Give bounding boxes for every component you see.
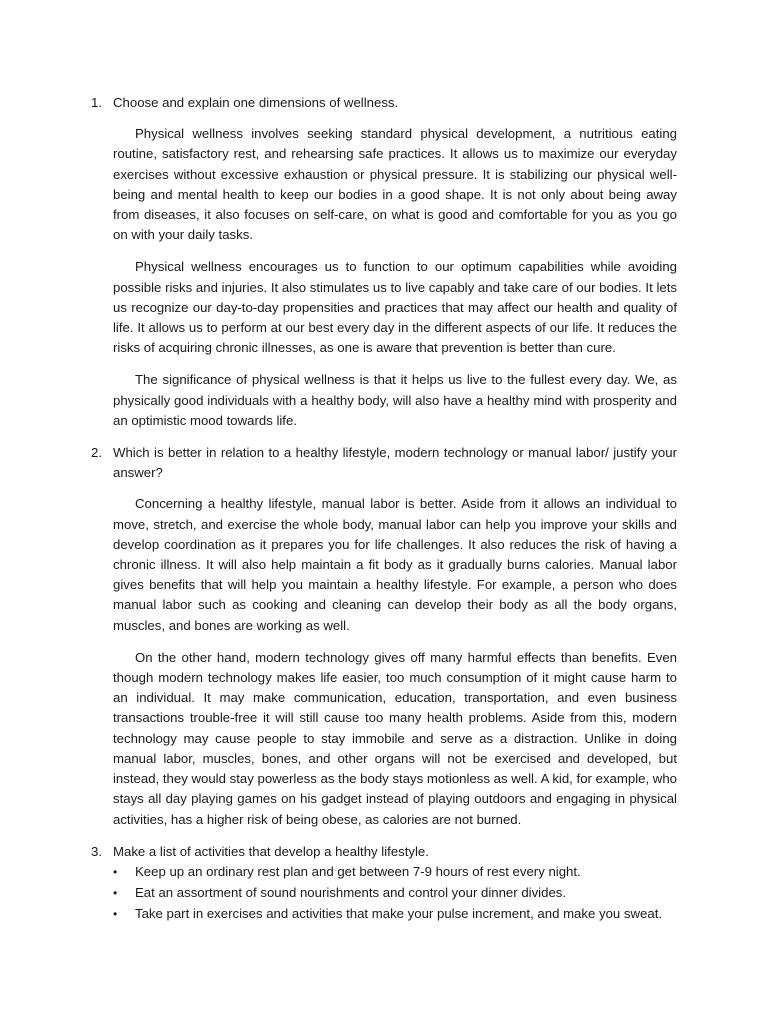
bullet-icon: • [113,907,118,922]
list-item [113,883,677,903]
question-number: 2. [91,445,102,461]
answer-paragraph: On the other hand, modern technology gives off many harmful effects than benefits. Even though modern technology makes life easier, too much consumption of it might cause harm to an individual. It may make communication, education, transportation, and even business transactions trouble-free it will still cause too many health problems. Aside from this, modern technology may cause people to stay immobile and serve as a distraction. Unlike in doing manual labor, muscles, bones, and other organs will not be exercised and developed, but instead, they would stay powerless as the body stays motionless as well. A kid, for example, who stays all day playing games on his gadget instead of playing outdoors and engaging in physical activities, has a higher risk of being obese, as calories are not burned. [113,649,677,827]
answer-paragraph: The significance of physical wellness is that it helps us live to the fullest every day. We, as physically good individuals with a healthy body, will also have a healthy mind with prosperity and an optimistic mood towards life. [113,372,677,428]
question-text: Make a list of activities that develop a healthy lifestyle. [113,843,429,859]
list-item [113,904,677,924]
bullet-icon: • [113,864,118,879]
question-text: Which is better in relation to a healthy lifestyle, modern technology or manual labor/ justify your answer? [113,445,677,481]
list-item [113,862,677,882]
list-item-text: Eat an assortment of sound nourishments and control your dinner divides. [135,885,567,901]
answer-paragraph: Physical wellness encourages us to function to our optimum capabilities while avoiding possible risks and injuries. It also stimulates us to live capably and take care of our bodies. It lets us recognize our day-to-day propensities and practices that may affect our health and quality of life. It allows us to perform at our best every day in the different aspects of our life. It reduces the risks of acquiring chronic illnesses, as one is aware that prevention is better than cure. [113,259,677,356]
question-number: 3. [91,843,102,859]
answer-paragraph: Physical wellness involves seeking standard physical development, a nutritious eating routine, satisfactory rest, and rehearsing safe practices. It allows us to maximize our everyday exercises without excessive exhaustion or physical pressure. It is stabilizing our physical well-being and mental health to keep our bodies in a good shape. It is not only about being away from diseases, it also focuses on self-care, on what is good and comfortable for you as you go on with your daily tasks. [113,126,677,243]
bullet-icon: • [113,886,118,901]
question-3 [91,842,677,862]
activity-list [91,862,677,925]
answer-paragraph: Concerning a healthy lifestyle, manual labor is better. Aside from it allows an individual to move, stretch, and exercise the whole body, manual labor can help you improve your skills and develop coordination as it prepares you for life challenges. It also reduces the risk of having a chronic illness. It will also help maintain a fit body as it gradually burns calories. Manual labor gives benefits that will help you maintain a healthy lifestyle. For example, a person who does manual labor such as cooking and cleaning can develop their body as all the body organs, muscles, and bones are working as well. [113,496,677,633]
question-text: Choose and explain one dimensions of wellness. [113,95,399,110]
question-number: 1. [91,95,102,110]
question-1 [91,93,677,113]
question-2 [91,443,677,483]
list-item-text: Take part in exercises and activities that make your pulse increment, and make you sweat. [135,906,663,922]
list-item-text: Keep up an ordinary rest plan and get between 7-9 hours of rest every night. [135,863,581,879]
